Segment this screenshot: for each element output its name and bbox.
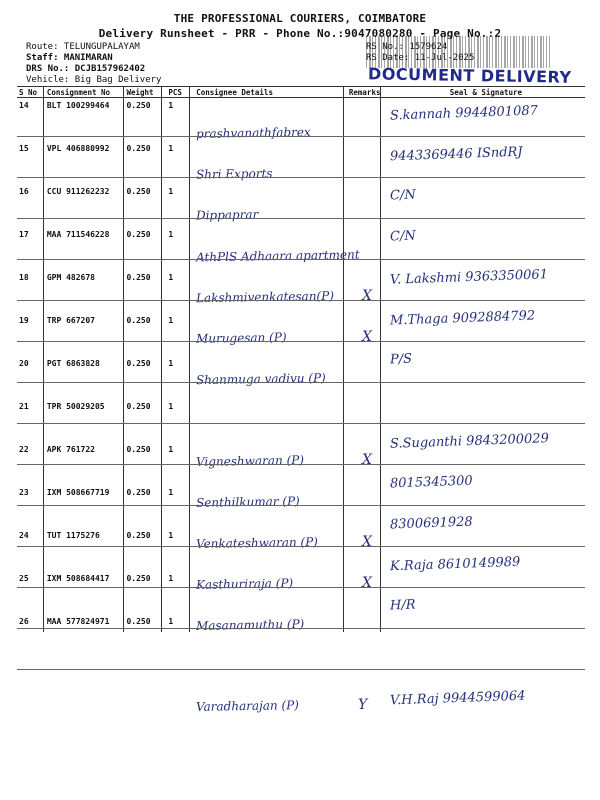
- row-sno: 21: [19, 402, 29, 411]
- row-pcs: 1: [168, 531, 174, 540]
- row-seal: [387, 227, 585, 270]
- row-consignment-no: IXM 508684417: [46, 574, 110, 583]
- row-pcs: 1: [168, 574, 174, 583]
- row-seal: [387, 614, 585, 657]
- table-row: [17, 571, 585, 614]
- col-consignee: Consignee Details: [194, 87, 347, 98]
- handwritten-signature: K.Raja 8610149989: [389, 554, 521, 575]
- col-consignment: Consignment No: [45, 87, 125, 98]
- row-consignee: [194, 399, 347, 442]
- row-rule: [17, 177, 585, 178]
- handwritten-consignee: Venkateshwaran (P): [195, 534, 319, 552]
- route: Route: TELUNGUPALAYAM: [26, 42, 140, 52]
- table-header-row: [17, 87, 585, 98]
- staff: Staff: MANIMARAN: [26, 53, 113, 63]
- row-pcs: 1: [168, 316, 174, 325]
- handwritten-consignee: Murugesan (P): [195, 330, 287, 346]
- row-consignment-no: APK 761722: [46, 445, 95, 454]
- row-pcs: 1: [168, 617, 174, 626]
- row-weight: 0.250: [126, 488, 151, 497]
- handwritten-remark: X: [362, 534, 372, 550]
- row-consignment-no: TUT 1175276: [46, 531, 100, 540]
- handwritten-consignee: Masanamuthu (P): [195, 617, 305, 633]
- divider: [189, 86, 190, 632]
- row-sno: 26: [19, 617, 29, 626]
- handwritten-consignee: Dippaprar: [195, 207, 259, 223]
- handwritten-consignee: Senthilkumar (P): [195, 494, 300, 510]
- row-weight: 0.250: [126, 574, 151, 583]
- handwritten-remark: X: [362, 452, 372, 468]
- handwritten-consignee: Shri Exports: [195, 166, 273, 182]
- handwritten-consignee: Varadharajan (P): [195, 698, 300, 714]
- row-consignment-no: VPL 406880992: [46, 144, 110, 153]
- row-rule: [17, 300, 585, 301]
- handwritten-consignee: Kasthuriraja (P): [195, 576, 294, 592]
- row-weight: 0.250: [126, 359, 151, 368]
- row-sno: 16: [19, 187, 29, 196]
- handwritten-signature: P/S: [389, 351, 413, 368]
- handwritten-signature: 9443369446 ISndRJ: [389, 144, 523, 165]
- row-weight: 0.250: [126, 230, 151, 239]
- drs-number: DRS No.: DCJB157962402: [26, 64, 146, 74]
- barcode: [366, 36, 550, 68]
- row-sno: 14: [19, 101, 29, 110]
- handwritten-signature: S.kannah 9944801087: [389, 103, 539, 124]
- row-pcs: 1: [168, 273, 174, 282]
- row-weight: 0.250: [126, 617, 151, 626]
- row-consignment-no: CCU 911262232: [46, 187, 110, 196]
- row-pcs: 1: [168, 359, 174, 368]
- row-pcs: 1: [168, 445, 174, 454]
- row-sno: 15: [19, 144, 29, 153]
- handwritten-remark: X: [362, 329, 372, 345]
- handwritten-consignee: Shanmuga vadivu (P): [195, 370, 326, 388]
- runsheet-subtitle: Delivery Runsheet - PRR - Phone No.:9047080280 - Page No.:2: [98, 27, 502, 40]
- row-seal: [387, 571, 585, 614]
- rs-date: RS Date: 11-Jul-2025: [366, 53, 475, 63]
- row-rule: [17, 505, 585, 506]
- row-rule: [17, 218, 585, 219]
- handwritten-consignee: Lakshmivenkatesan(P): [195, 288, 335, 306]
- row-weight: 0.250: [126, 531, 151, 540]
- handwritten-signature: 8300691928: [389, 514, 473, 533]
- handwritten-signature: S.Suganthi 9843200029: [389, 431, 550, 452]
- row-consignment-no: PGT 6863828: [46, 359, 100, 368]
- row-rule: [17, 628, 585, 629]
- row-seal: [387, 356, 585, 399]
- row-weight: 0.250: [126, 101, 151, 110]
- row-rule: [17, 669, 585, 670]
- table-row: [17, 485, 585, 528]
- row-weight: 0.250: [126, 144, 151, 153]
- handwritten-remark: Y: [358, 697, 368, 713]
- handwritten-signature: C/N: [389, 187, 416, 204]
- row-weight: 0.250: [126, 187, 151, 196]
- col-weight: Weight: [124, 87, 166, 98]
- row-consignment-no: IXM 508667719: [46, 488, 110, 497]
- row-sno: 24: [19, 531, 29, 540]
- row-seal: [387, 184, 585, 227]
- row-sno: 23: [19, 488, 29, 497]
- col-seal: Seal & Signature: [387, 87, 585, 98]
- document-delivery-stamp: DOCUMENT DELIVERY: [367, 64, 572, 87]
- row-rule: [17, 464, 585, 465]
- row-pcs: 1: [168, 144, 174, 153]
- row-consignment-no: TRP 667207: [46, 316, 95, 325]
- row-sno: 22: [19, 445, 29, 454]
- row-pcs: 1: [168, 402, 174, 411]
- row-rule: [17, 423, 585, 424]
- handwritten-consignee: prashvanathfabrex: [195, 125, 311, 141]
- row-pcs: 1: [168, 488, 174, 497]
- row-sno: 25: [19, 574, 29, 583]
- row-consignment-no: MAA 711546228: [46, 230, 110, 239]
- divider: [161, 86, 162, 632]
- handwritten-remark: X: [362, 575, 372, 591]
- row-sno: 18: [19, 273, 29, 282]
- row-rule: [17, 546, 585, 547]
- row-pcs: 1: [168, 187, 174, 196]
- col-remarks: Remarks: [347, 87, 387, 98]
- handwritten-consignee: AthPlS Adhaara apartment: [195, 247, 360, 265]
- row-rule: [17, 259, 585, 260]
- company-title: THE PROFESSIONAL COURIERS, COIMBATORE: [173, 12, 427, 25]
- row-consignment-no: TPR 50029205: [46, 402, 105, 411]
- table-row: [17, 184, 585, 227]
- vehicle: Vehicle: Big Bag Delivery: [26, 75, 162, 85]
- handwritten-consignee: Vigneshwaran (P): [195, 453, 305, 469]
- handwritten-signature: V. Lakshmi 9363350061: [389, 267, 549, 288]
- row-rule: [17, 136, 585, 137]
- row-sno: 20: [19, 359, 29, 368]
- divider: [43, 86, 44, 632]
- row-weight: 0.250: [126, 445, 151, 454]
- row-weight: 0.250: [126, 402, 151, 411]
- handwritten-signature: V.H.Raj 9944599064: [389, 688, 526, 709]
- col-pcs: PCS: [166, 87, 194, 98]
- row-consignment-no: MAA 577824971: [46, 617, 110, 626]
- col-sno: S No: [17, 87, 45, 98]
- row-weight: 0.250: [126, 316, 151, 325]
- row-sno: 17: [19, 230, 29, 239]
- handwritten-signature: C/N: [389, 228, 416, 245]
- row-rule: [17, 587, 585, 588]
- handwritten-signature: M.Thaga 9092884792: [389, 308, 536, 329]
- handwritten-signature: 8015345300: [389, 473, 473, 492]
- rs-number: RS No.: 1579624: [366, 42, 448, 52]
- row-rule: [17, 382, 585, 383]
- handwritten-signature: H/R: [389, 597, 416, 614]
- divider: [123, 86, 124, 632]
- row-pcs: 1: [168, 230, 174, 239]
- row-weight: 0.250: [126, 273, 151, 282]
- row-consignment-no: BLT 100299464: [46, 101, 110, 110]
- divider: [343, 86, 344, 632]
- row-sno: 19: [19, 316, 29, 325]
- divider: [380, 86, 381, 632]
- row-consignment-no: GPM 482678: [46, 273, 95, 282]
- row-pcs: 1: [168, 101, 174, 110]
- row-rule: [17, 341, 585, 342]
- handwritten-remark: X: [362, 288, 372, 304]
